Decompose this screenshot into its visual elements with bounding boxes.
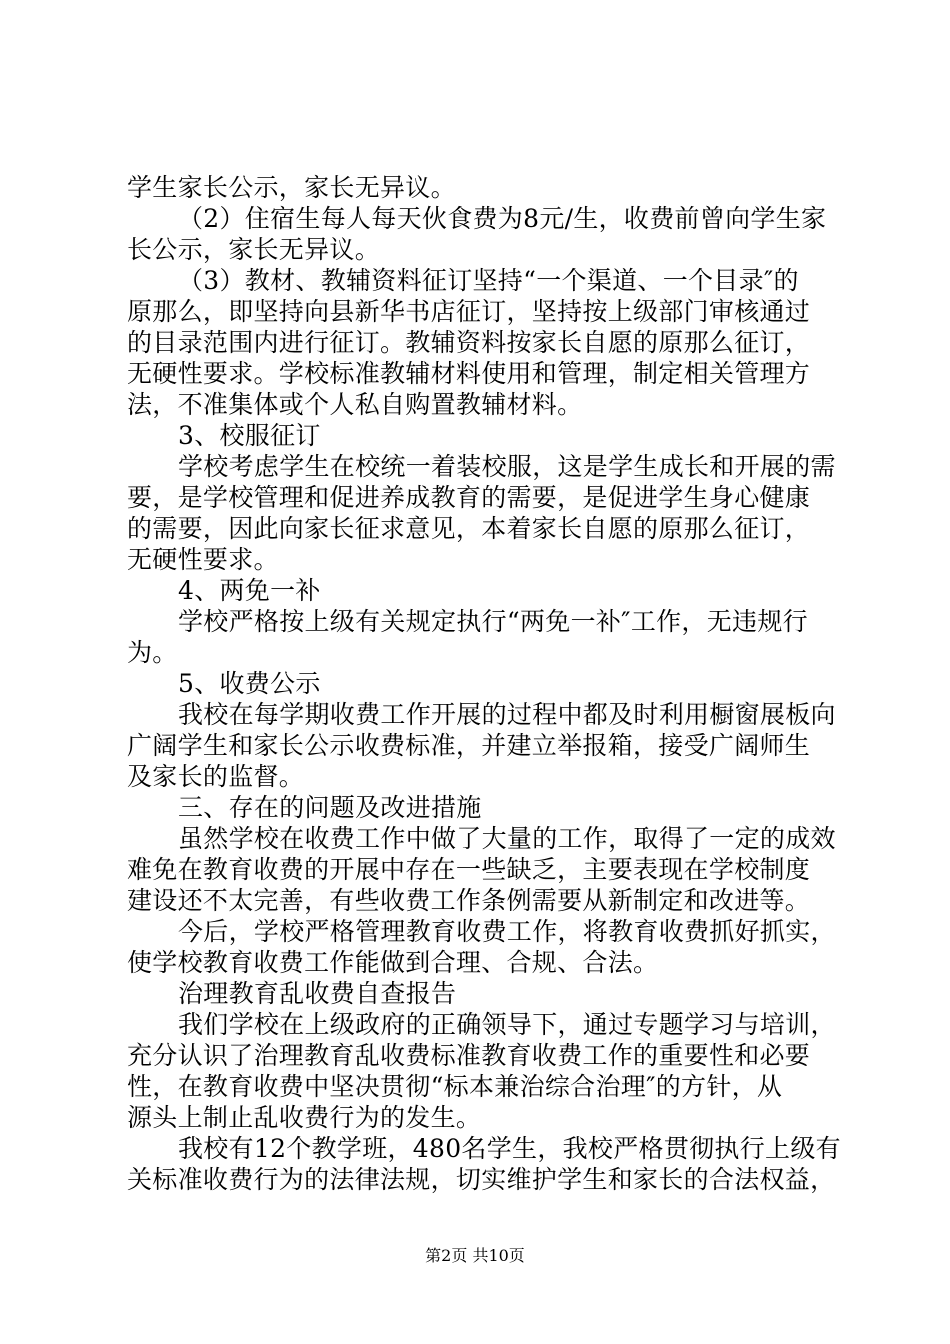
- text-line-6: 的目录范围内进行征订。教辅资料按家长自愿的原那么征订，: [127, 328, 811, 357]
- text-line-30: 性，在教育收费中坚决贯彻“标本兼治综合治理″的方针，从: [127, 1072, 783, 1101]
- text-line-1: 学生家长公示，家长无异议。: [127, 173, 456, 202]
- section-heading-problems: 三、存在的问题及改进措施: [178, 793, 482, 822]
- text-line-29: 充分认识了治理教育乱收费标准教育收费工作的重要性和必要: [127, 1041, 811, 1070]
- text-line-23: 难免在教育收费的开展中存在一些缺乏，主要表现在学校制度: [127, 855, 811, 884]
- text-line-3: 长公示，家长无异议。: [127, 235, 381, 264]
- text-line-32: 我校有12个教学班，480名学生，我校严格贯彻执行上级有: [178, 1134, 841, 1163]
- text-line-13: 无硬性要求。: [127, 545, 279, 574]
- text-line-28: 我们学校在上级政府的正确领导下，通过专题学习与培训，: [178, 1010, 836, 1039]
- page-number-footer: 第2页 共10页: [425, 1246, 525, 1265]
- text-line-12: 的需要，因此向家长征求意见，本着家长自愿的原那么征订，: [127, 514, 811, 543]
- text-line-22: 虽然学校在收费工作中做了大量的工作，取得了一定的成效: [178, 824, 836, 853]
- section-heading-uniform: 3、校服征订: [178, 421, 321, 450]
- text-line-7: 无硬性要求。学校标准教辅材料使用和管理，制定相关管理方: [127, 359, 811, 388]
- text-line-15: 学校严格按上级有关规定执行“两免一补″工作，无违规行: [178, 607, 808, 636]
- text-line-31: 源头上制止乱收费行为的发生。: [127, 1103, 482, 1132]
- text-line-16: 为。: [127, 638, 178, 667]
- text-line-25: 今后，学校严格管理教育收费工作，将教育收费抓好抓实，: [178, 917, 836, 946]
- text-line-2: （2）住宿生每人每天伙食费为8元/生，收费前曾向学生家: [178, 204, 827, 233]
- text-line-19: 广阔学生和家长公示收费标准，并建立举报箱，接受广阔师生: [127, 731, 811, 760]
- text-line-11: 要，是学校管理和促进养成教育的需要，是促进学生身心健康: [127, 483, 811, 512]
- text-line-5: 原那么，即坚持向县新华书店征订，坚持按上级部门审核通过: [127, 297, 811, 326]
- section-heading-fee-notice: 5、收费公示: [178, 669, 321, 698]
- text-line-33: 关标准收费行为的法律法规，切实维护学生和家长的合法权益，: [127, 1165, 836, 1194]
- text-line-18: 我校在每学期收费工作开展的过程中都及时利用橱窗展板向: [178, 700, 836, 729]
- report-title: 治理教育乱收费自查报告: [178, 979, 457, 1008]
- text-line-4: （3）教材、教辅资料征订坚持“一个渠道、一个目录″的: [178, 266, 799, 295]
- text-line-20: 及家长的监督。: [127, 762, 305, 791]
- text-line-24: 建设还不太完善，有些收费工作条例需要从新制定和改进等。: [127, 886, 811, 915]
- text-line-10: 学校考虑学生在校统一着装校服，这是学生成长和开展的需: [178, 452, 836, 481]
- section-heading-two-exemptions: 4、两免一补: [178, 576, 321, 605]
- text-line-26: 使学校教育收费工作能做到合理、合规、合法。: [127, 948, 659, 977]
- text-line-8: 法，不准集体或个人私自购置教辅材料。: [127, 390, 583, 419]
